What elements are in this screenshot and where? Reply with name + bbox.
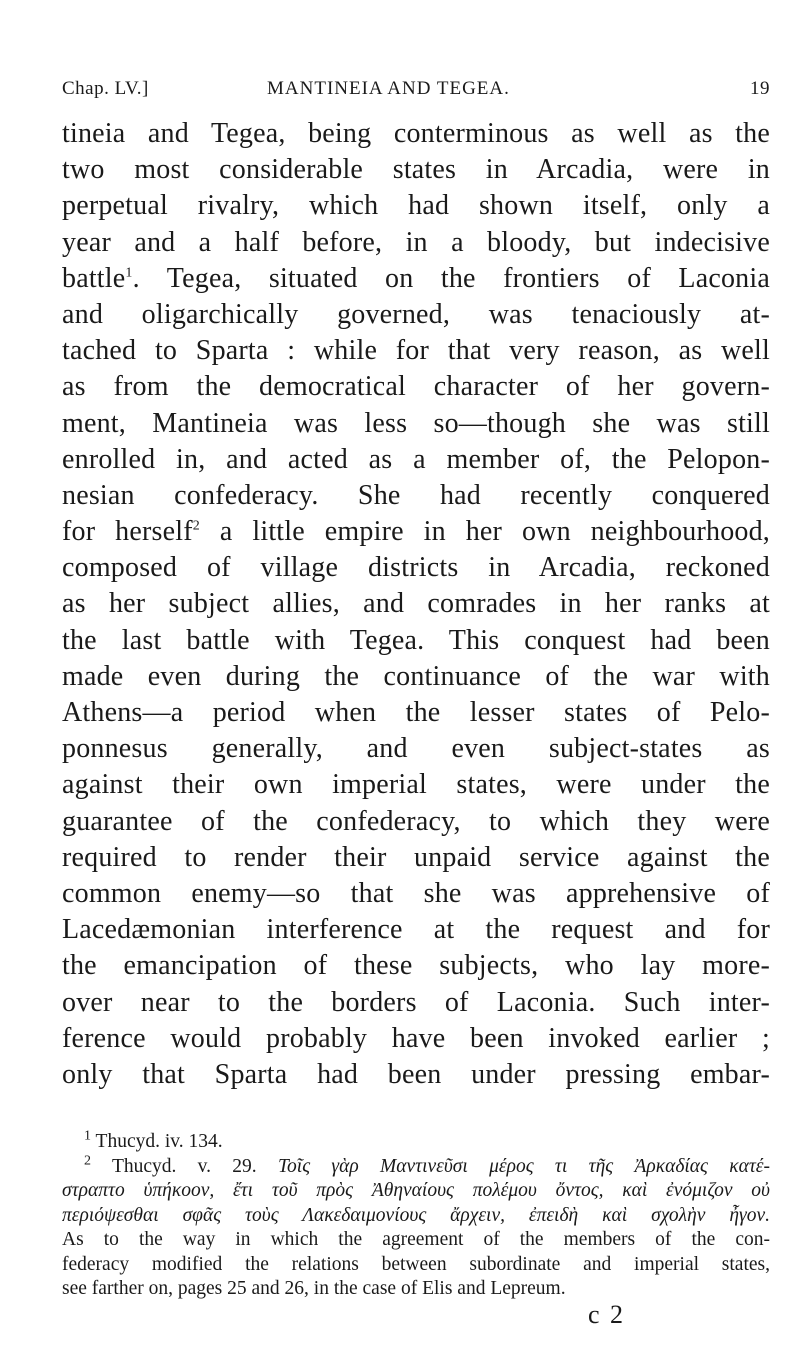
text-line: only that Sparta had been under pressing embar- [62,1058,770,1090]
chapter-label: Chap. LV.] [62,78,149,99]
footnote-ref-1: 1 [125,265,133,281]
footnote-mark-1: 1 [84,1128,91,1144]
text-fragment: for herself [62,516,193,548]
text-line: enrolled in, and acted as a member of, the Pelopon- [62,443,770,475]
footnotes [62,1130,770,1302]
text-line: tineia and Tegea, being conterminous as well as the [62,118,770,149]
text-line [62,514,770,550]
running-title: MANTINEIA AND TEGEA. [267,78,510,99]
text-fragment: battle [62,262,126,294]
text-line: Lacedæmonian interference at the request and for [62,914,770,946]
text-line: two most considerable states in Arcadia, were in [62,154,770,186]
text-line [62,261,770,297]
text-line: Athens—a period when the lesser states of Pelo- [62,697,770,728]
text-fragment: . Tegea, situated on the frontiers of Laconia [132,262,770,294]
text-line: the emancipation of these subjects, who lay more- [62,950,770,982]
footnote-2-line: see farther on, pages 25 and 26, in the case of Elis and Lepreum. [62,1278,566,1299]
footnote-2-line: As to the way in which the agreement of the members of the con- [62,1229,770,1250]
footnote-1 [62,1130,770,1155]
main-text [62,116,770,1093]
text-line: perpetual rivalry, which had shown itself, only a [62,190,770,222]
running-header [62,78,770,108]
footnote-2-greek: Τοῖς γὰρ Μαντινεῦσι μέρος τι τῆς Ἀρκαδίας κατέ- [277,1155,770,1177]
text-line: and oligarchically governed, was tenaciously at- [62,298,770,330]
text-fragment: a little empire in her own neighbourhood, [199,516,770,548]
footnote-ref-2: 2 [192,518,200,534]
text-line: made even during the continuance of the war with [62,660,770,692]
footnote-2-line [62,1155,770,1180]
text-line: required to render their unpaid service against the [62,841,770,873]
text-line: nesian confederacy. She had recently conquered [62,479,770,511]
text-line: tached to Sparta : while for that very reason, as well [62,335,770,367]
text-line: against their own imperial states, were under the [62,769,770,801]
footnote-2-greek-line: περιόψεσθαι σφᾶς τοὺς Λακεδαιμονίους ἄρχειν, ἐπειδὴ καὶ σχολὴν ἦγον. [62,1204,770,1226]
text-line: over near to the borders of Laconia. Such inter- [62,986,770,1018]
text-line: year and a half before, in a bloody, but indecisive [62,226,770,258]
page-number: 19 [750,78,770,99]
text-line: the last battle with Tegea. This conquest had been [62,624,770,656]
footnote-mark-2: 2 [84,1153,91,1168]
text-line: ment, Mantineia was less so—though she was still [62,407,770,439]
footnote-2-greek-line: στραπτο ὑπήκοον, ἔτι τοῦ πρὸς Ἀθηναίους πολέμου ὄντος, καὶ ἐνόμιζον οὐ [62,1180,770,1201]
text-line: as from the democratical character of her govern- [62,371,770,403]
text-line: guarantee of the confederacy, to which they were [62,805,770,837]
text-line: ference would probably have been invoked earlier ; [62,1022,770,1054]
text-line: composed of village districts in Arcadia, reckoned [62,552,770,584]
signature-mark: c 2 [588,1300,626,1329]
text-line: ponnesus generally, and even subject-states as [62,733,770,765]
text-line: as her subject allies, and comrades in her ranks at [62,588,770,620]
footnote-1-text: Thucyd. iv. 134. [95,1131,223,1152]
footnote-2-citation: Thucyd. v. 29. [111,1155,257,1177]
text-line: common enemy—so that she was apprehensive of [62,877,770,909]
footnote-2-line: federacy modified the relations between subordinate and imperial states, [62,1253,770,1275]
